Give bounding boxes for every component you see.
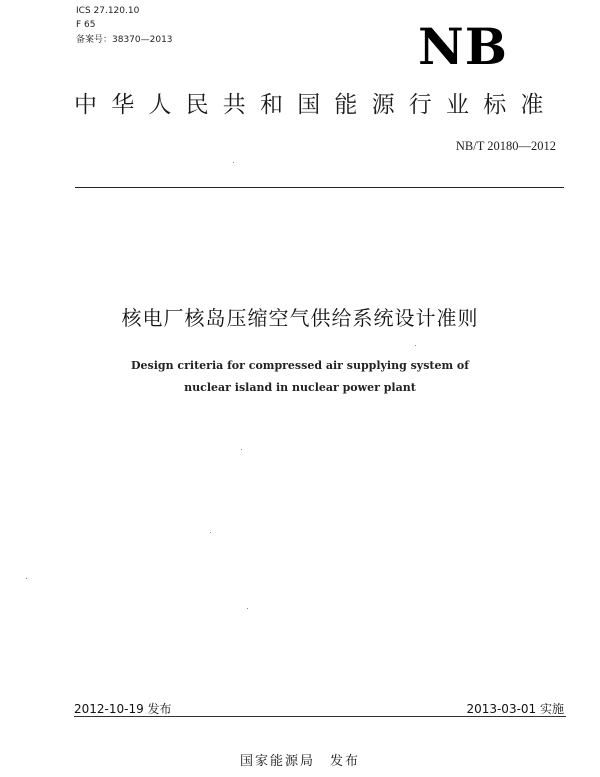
footer-divider (74, 716, 566, 717)
header-divider (75, 187, 564, 188)
classification-code: F 65 (76, 20, 96, 30)
scan-speck (247, 608, 248, 609)
document-title-cn: 核电厂核岛压缩空气供给系统设计准则 (121, 306, 479, 330)
scan-speck (26, 578, 27, 579)
scan-speck (241, 449, 242, 450)
record-number: 备案号：38370—2013 (76, 35, 173, 45)
issue-date: 2012-10-19 发布 (74, 702, 172, 716)
document-title-en-line1: Design criteria for compressed air supplying system of (130, 359, 470, 372)
standard-category-title: 中华人民共和国能源行业标准 (74, 92, 558, 118)
publisher: 国家能源局 发布 (239, 754, 360, 769)
ics-code: ICS 27.120.10 (76, 6, 140, 16)
scan-speck (233, 162, 234, 163)
scan-speck (210, 532, 211, 533)
document-title-en-line2: nuclear island in nuclear power plant (184, 381, 416, 394)
implementation-date: 2013-03-01 实施 (466, 702, 564, 716)
scan-speck (415, 345, 416, 346)
nb-logo: NB (418, 17, 508, 76)
standard-number: NB/T 20180—2012 (455, 139, 556, 153)
